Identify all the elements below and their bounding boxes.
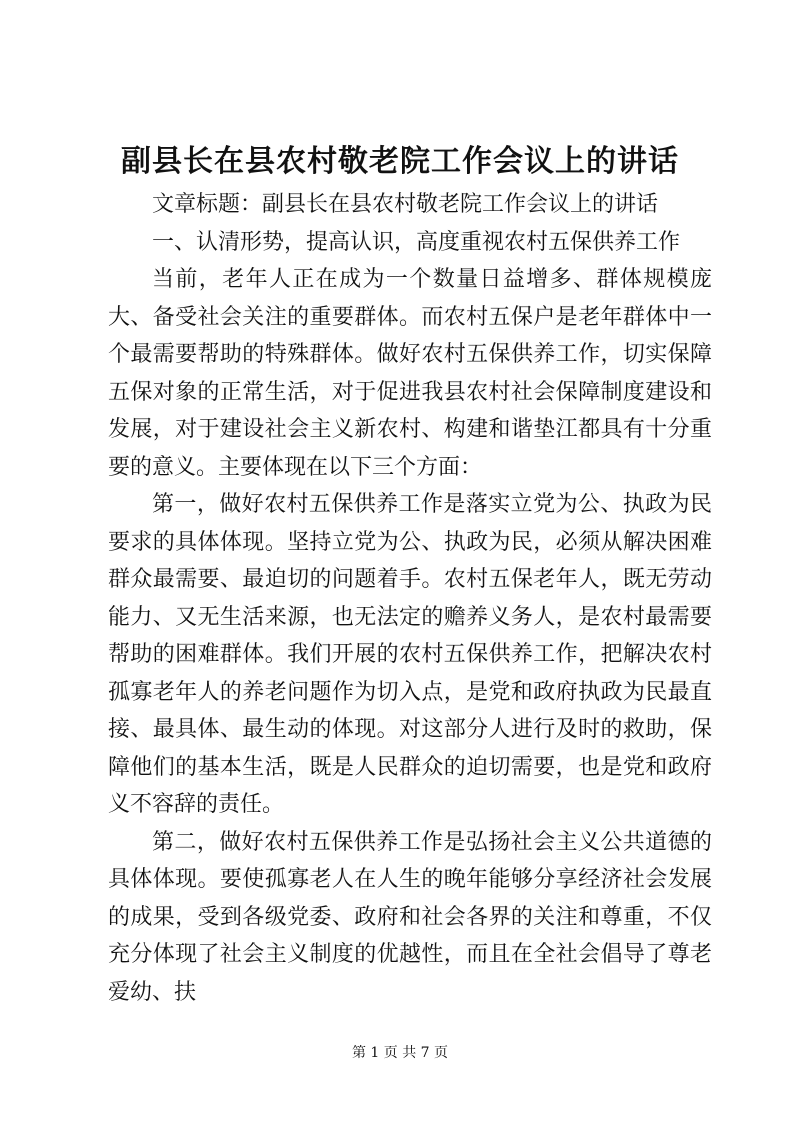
paragraph-point-two: 第二，做好农村五保供养工作是弘扬社会主义公共道德的具体体现。要使孤寡老人在人生的晚年能够分享经济社会发展的成果，受到各级党委、政府和社会各界的关注和尊重，不仅充分体现了社会主义制度的优越性，而且在全社会倡导了尊老爱幼、扶 [108, 829, 712, 1005]
page-number: 第 1 页 共 7 页 [351, 1045, 449, 1061]
paragraph-article-title: 文章标题：副县长在县农村敬老院工作会议上的讲话 [152, 192, 659, 217]
paragraph-section-heading: 一、认清形势，提高认识，高度重视农村五保供养工作 [152, 229, 681, 255]
paragraph-intro: 当前，老年人正在成为一个数量日益增多、群体规模庞大、备受社会关注的重要群体。而农村五保户是老年群体中一个最需要帮助的特殊群体。做好农村五保供养工作，切实保障五保对象的正常生活，对于促进我县农村社会保障制度建设和发展，对于建设社会主义新农村、构建和谐垫江都具有十分重要的意义。主要体现在以下三个方面： [108, 267, 712, 480]
paragraph-point-one: 第一，做好农村五保供养工作是落实立党为公、执政为民要求的具体体现。坚持立党为公、执政为民，必须从解决困难群众最需要、最迫切的问题着手。农村五保老年人，既无劳动能力、又无生活来源，也无法定的赡养义务人，是农村最需要帮助的困难群体。我们开展的农村五保供养工作，把解决农村孤寡老年人的养老问题作为切入点，是党和政府执政为民最直接、最具体、最生动的体现。对这部分人进行及时的救助，保障他们的基本生活，既是人民群众的迫切需要，也是党和政府义不容辞的责任。 [108, 492, 712, 817]
document-title: 副县长在县农村敬老院工作会议上的讲话 [121, 144, 679, 179]
document-body [108, 186, 712, 1011]
